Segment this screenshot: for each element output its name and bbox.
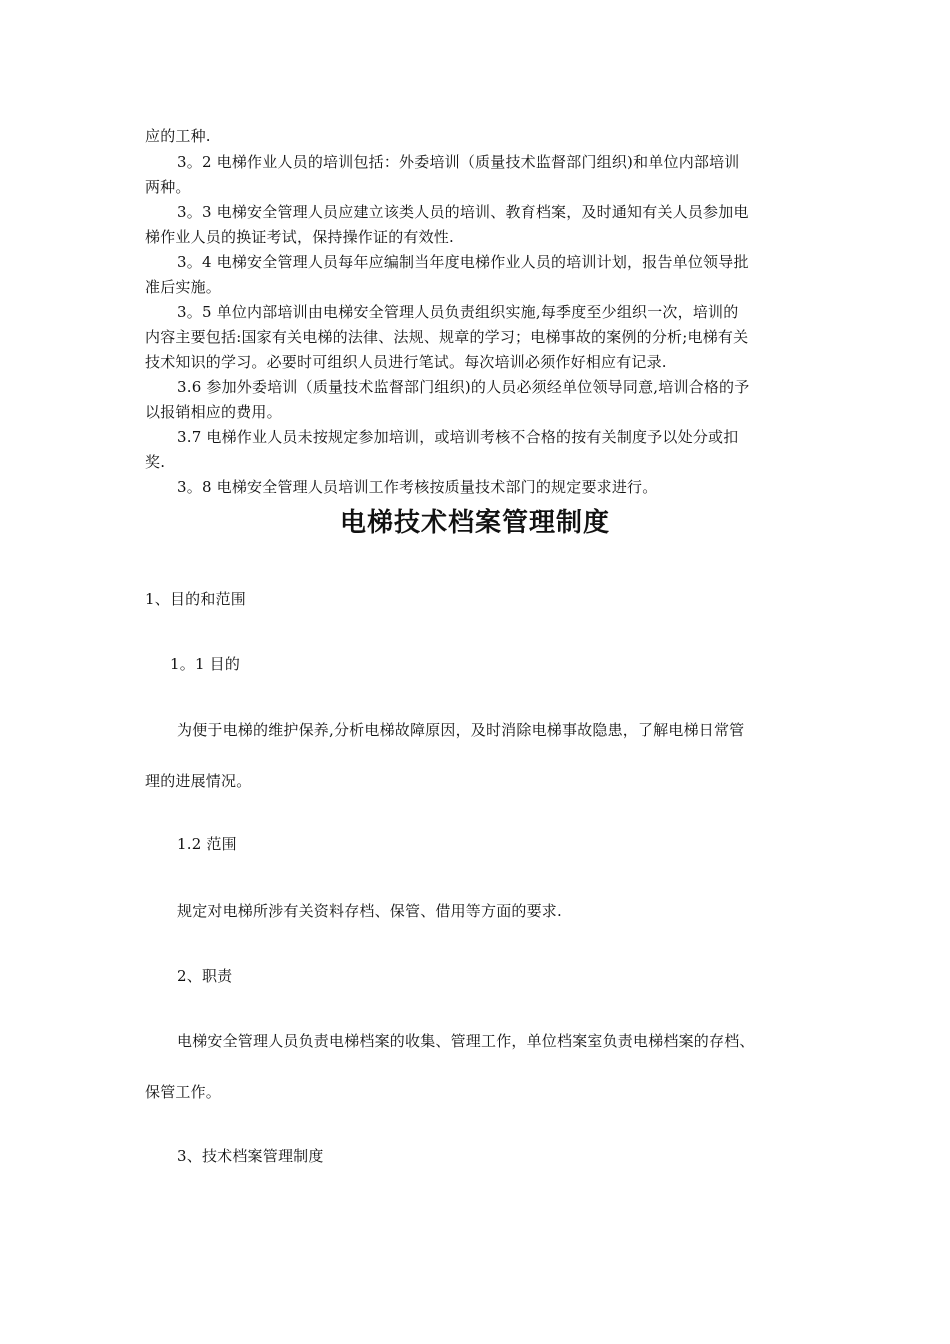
paragraph-line: 内容主要包括:国家有关电梯的法律、法规、规章的学习；电梯事故的案例的分析;电梯有关: [145, 328, 749, 346]
paragraph-line: 3。8 电梯安全管理人员培训工作考核按质量技术部门的规定要求进行。: [177, 478, 658, 496]
paragraph-line: 3。4 电梯安全管理人员每年应编制当年度电梯作业人员的培训计划，报告单位领导批: [177, 253, 749, 271]
paragraph-line: 保管工作。: [145, 1083, 222, 1101]
paragraph-line: 奖.: [145, 453, 166, 471]
paragraph-line: 梯作业人员的换证考试，保持操作证的有效性.: [145, 228, 454, 246]
paragraph-line: 准后实施。: [145, 278, 222, 296]
section-heading: 2、职责: [177, 967, 233, 985]
paragraph-line: 应的工种.: [145, 127, 211, 145]
paragraph-line: 理的进展情况。: [145, 772, 252, 790]
paragraph-line: 3.6 参加外委培训（质量技术监督部门组织)的人员必须经单位领导同意,培训合格的予: [177, 378, 750, 396]
paragraph-line: 3.7 电梯作业人员未按规定参加培训，或培训考核不合格的按有关制度予以处分或扣: [177, 428, 739, 446]
paragraph-line: 两种。: [145, 178, 191, 196]
paragraph-line: 以报销相应的费用。: [145, 403, 282, 421]
document-title: 电梯技术档案管理制度: [339, 508, 610, 538]
paragraph-line: 3。2 电梯作业人员的培训包括：外委培训（质量技术监督部门组织)和单位内部培训: [177, 153, 740, 171]
paragraph-line: 技术知识的学习。必要时可组织人员进行笔试。每次培训必须作好相应有记录.: [145, 353, 667, 371]
paragraph-line: 为便于电梯的维护保养,分析电梯故障原因，及时消除电梯事故隐患，了解电梯日常管: [177, 721, 745, 739]
paragraph-line: 3。3 电梯安全管理人员应建立该类人员的培训、教育档案，及时通知有关人员参加电: [177, 203, 749, 221]
section-heading: 3、技术档案管理制度: [177, 1147, 324, 1165]
paragraph-line: 电梯安全管理人员负责电梯档案的收集、管理工作，单位档案室负责电梯档案的存档、: [177, 1032, 755, 1050]
section-heading: 1、目的和范围: [145, 590, 246, 608]
subsection-heading: 1.2 范围: [177, 835, 237, 853]
subsection-heading: 1。1 目的: [170, 655, 241, 673]
paragraph-line: 3。5 单位内部培训由电梯安全管理人员负责组织实施,每季度至少组织一次，培训的: [177, 303, 739, 321]
paragraph-line: 规定对电梯所涉有关资料存档、保管、借用等方面的要求.: [177, 902, 562, 920]
